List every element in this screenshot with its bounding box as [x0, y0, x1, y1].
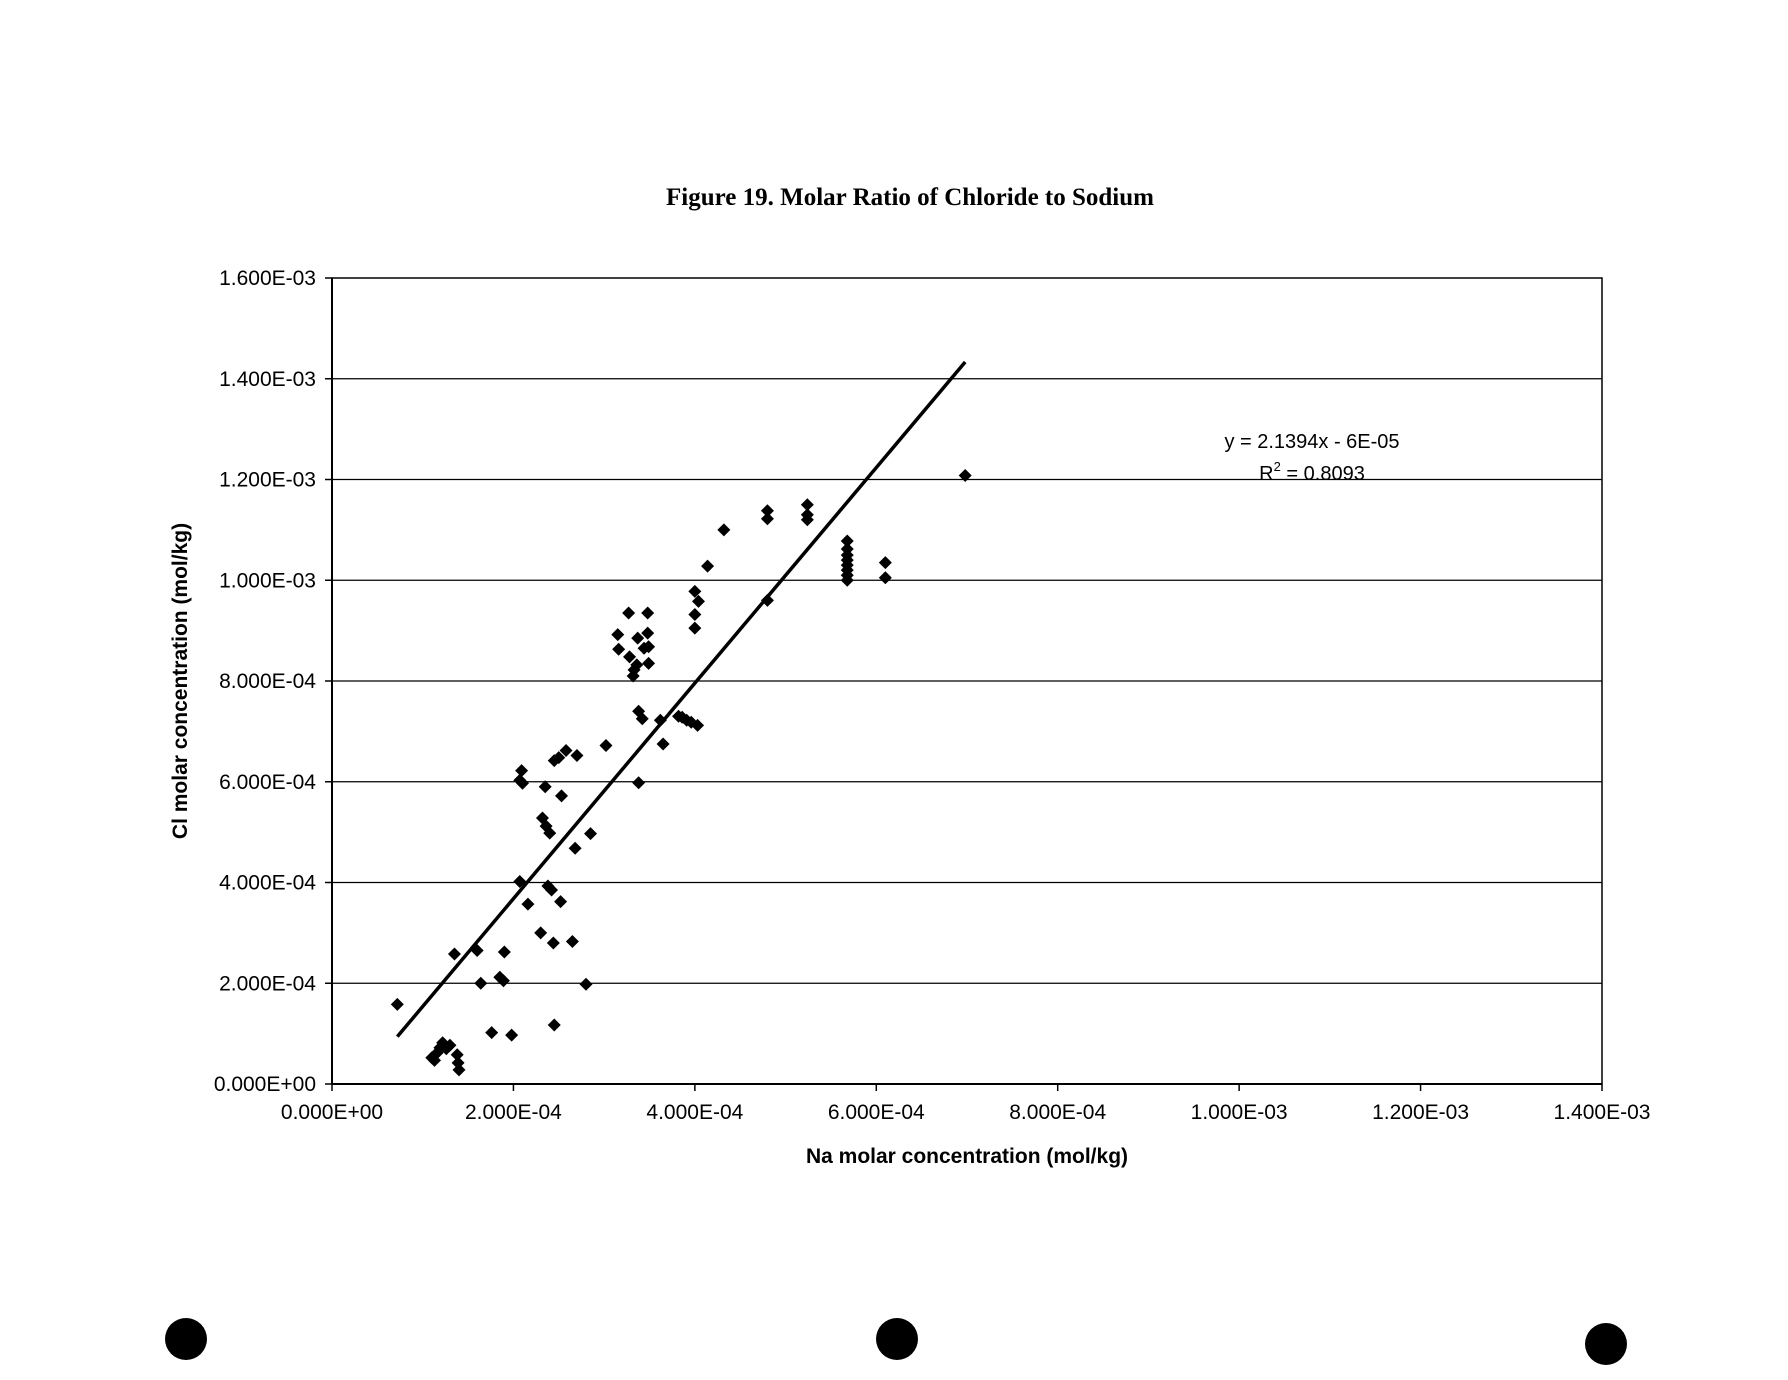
trendline-equation: y = 2.1394x - 6E-05 [1224, 431, 1400, 453]
data-point [879, 556, 892, 569]
punch-hole-left [165, 1318, 207, 1360]
data-point [879, 571, 892, 584]
x-tick-label: 0.000E+00 [280, 1101, 384, 1124]
y-tick-label: 0.000E+00 [213, 1073, 316, 1096]
y-tick-label: 1.600E-03 [219, 267, 316, 290]
data-point [521, 898, 534, 911]
data-point [642, 657, 655, 670]
data-point [584, 827, 597, 840]
data-point [641, 606, 654, 619]
data-point [569, 842, 582, 855]
chart-title: Figure 19. Molar Ratio of Chloride to Sodium [666, 184, 1154, 211]
trendline-r-squared [1259, 459, 1365, 485]
data-point [632, 776, 645, 789]
x-axis-label: Na molar concentration (mol/kg) [805, 1145, 1129, 1168]
data-point [391, 998, 404, 1011]
y-tick-label: 8.000E-04 [219, 670, 316, 693]
data-point [612, 643, 625, 656]
data-point [534, 926, 547, 939]
data-point [448, 948, 461, 961]
x-tick-label: 2.000E-04 [464, 1101, 562, 1124]
gridlines [332, 379, 1602, 984]
r2-value: = 0.8093 [1280, 463, 1365, 485]
x-tick-label: 6.000E-04 [827, 1101, 925, 1124]
y-tick-label: 2.000E-04 [219, 972, 316, 996]
y-axis-ticks [214, 267, 332, 1096]
y-tick-label: 1.000E-03 [219, 569, 316, 593]
x-axis-ticks [281, 1084, 1651, 1124]
data-point [547, 936, 560, 949]
data-point [515, 764, 528, 777]
trendline [397, 362, 965, 1037]
data-point [688, 622, 701, 635]
data-point [474, 977, 487, 990]
x-tick-label: 8.000E-04 [1009, 1101, 1107, 1124]
r2-superscript: 2 [1273, 459, 1281, 474]
y-tick-label: 4.000E-04 [219, 871, 316, 895]
x-tick-label: 4.000E-04 [646, 1101, 744, 1124]
x-tick-label: 1.000E-03 [1190, 1101, 1288, 1124]
y-tick-label: 1.400E-03 [219, 367, 316, 391]
data-point [599, 739, 612, 752]
data-points [391, 469, 972, 1076]
y-tick-label: 1.200E-03 [219, 468, 316, 492]
data-point [548, 1019, 561, 1032]
y-tick-label: 6.000E-04 [219, 770, 316, 794]
data-point [554, 895, 567, 908]
data-point [717, 523, 730, 536]
data-point [688, 608, 701, 621]
data-point [570, 749, 583, 762]
data-point [611, 628, 624, 641]
y-axis-label: Cl molar concentration (mol/kg) [169, 522, 192, 840]
data-point [701, 560, 714, 573]
data-point [485, 1026, 498, 1039]
data-point [657, 737, 670, 750]
x-tick-label: 1.200E-03 [1372, 1101, 1470, 1124]
punch-hole-center [876, 1318, 918, 1360]
data-point [580, 978, 593, 991]
data-point [566, 935, 579, 948]
data-point [555, 789, 568, 802]
data-point [505, 1029, 518, 1042]
data-point [622, 606, 635, 619]
data-point [498, 946, 511, 959]
punch-hole-right [1585, 1323, 1627, 1365]
r2-prefix: R [1259, 463, 1274, 485]
x-tick-label: 1.400E-03 [1553, 1101, 1651, 1124]
data-point [761, 512, 774, 525]
